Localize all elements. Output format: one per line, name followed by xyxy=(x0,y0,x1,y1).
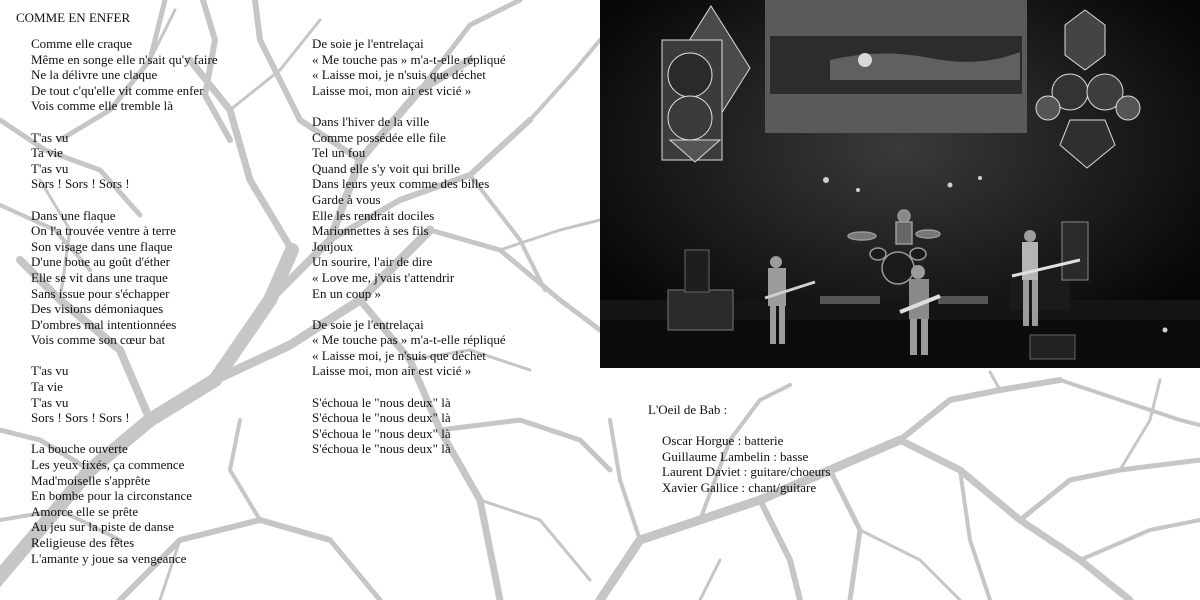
lyric-line: Dans leurs yeux comme des billes xyxy=(312,176,490,192)
lyric-line: Ta vie xyxy=(31,145,63,161)
lyric-line: On l'a trouvée ventre à terre xyxy=(31,223,176,239)
concert-photo xyxy=(600,0,1200,368)
lyric-line: Même en songe elle n'sait qu'y faire xyxy=(31,51,218,67)
lyrics-stanza xyxy=(312,36,506,98)
lyric-line: « Me touche pas » m'a-t-elle répliqué xyxy=(312,51,506,67)
lyric-line: Comme possédée elle file xyxy=(312,129,446,145)
lyric-line: « Laisse moi, je n'suis que déchet xyxy=(312,67,486,83)
lyric-line: T'as vu xyxy=(31,363,69,379)
lyric-line: Laisse moi, mon air est vicié » xyxy=(312,82,472,98)
lyric-line: Sors ! Sors ! Sors ! xyxy=(31,410,130,426)
lyric-line: Mad'moiselle s'apprête xyxy=(31,472,151,488)
lyric-line: Comme elle craque xyxy=(31,36,133,51)
lyric-line: Dans une flaque xyxy=(31,207,116,223)
lyric-line: Laisse moi, mon air est vicié » xyxy=(312,363,472,379)
band-member: Laurent Daviet : guitare/choeurs xyxy=(662,464,831,480)
concert-photo-illustration xyxy=(600,0,1200,368)
lyrics-stanza xyxy=(312,317,506,379)
band-member: Oscar Horgue : batterie xyxy=(662,433,784,448)
lyric-line: Ne la délivre une claque xyxy=(31,67,158,83)
lyric-line: De tout c'qu'elle vit comme enfer xyxy=(31,82,204,98)
lyric-line: Amorce elle se prête xyxy=(31,503,139,519)
projection-screen xyxy=(765,0,1027,133)
lyric-line: Religieuse des fêtes xyxy=(31,535,135,550)
lyric-line: D'une boue au goût d'éther xyxy=(31,254,170,270)
lyric-line: Des visions démoniaques xyxy=(31,301,164,317)
lyric-line: Dans l'hiver de la ville xyxy=(312,113,430,129)
lyric-line: T'as vu xyxy=(31,394,69,410)
lyrics-stanza xyxy=(31,130,218,192)
band-member: Guillaume Lambelin : basse xyxy=(662,448,809,464)
lyric-line: En un coup » xyxy=(312,285,381,301)
lyrics-right-column xyxy=(312,36,506,457)
lyrics-stanza xyxy=(31,36,218,114)
lyric-line: S'échoua le "nous deux" là xyxy=(312,410,451,426)
lyric-line: De soie je l'entrelaçai xyxy=(312,316,424,332)
lyrics-stanza xyxy=(31,441,218,566)
lyric-line: Garde à vous xyxy=(312,191,381,207)
band-name: L'Oeil de Bab : xyxy=(648,402,728,417)
lyric-line: Les yeux fixés, ça commence xyxy=(31,457,185,473)
lyric-line: « Me touche pas » m'a-t-elle répliqué xyxy=(312,332,506,348)
lyric-line: Ta vie xyxy=(31,379,63,395)
lyric-line: Au jeu sur la piste de danse xyxy=(31,519,174,535)
lyric-line: L'amante y joue sa vengeance xyxy=(31,550,187,566)
lyric-line: La bouche ouverte xyxy=(31,441,128,457)
lyric-line: Elle les rendrait dociles xyxy=(312,207,435,223)
lyrics-stanza xyxy=(312,114,506,301)
lyrics-left-column xyxy=(31,36,218,566)
band-member: Xavier Gallice : chant/guitare xyxy=(662,479,817,495)
lyric-line: « Love me, j'vais t'attendrir xyxy=(312,269,455,285)
lyric-line: Sors ! Sors ! Sors ! xyxy=(31,176,130,192)
lyric-line: Elle se vit dans une traque xyxy=(31,269,168,285)
song-title: COMME EN ENFER xyxy=(16,10,131,25)
lyric-line: T'as vu xyxy=(31,129,69,145)
lyric-line: « Laisse moi, je n'suis que déchet xyxy=(312,347,486,363)
lyrics-stanza xyxy=(31,363,218,425)
lyric-line: D'ombres mal intentionnées xyxy=(31,316,177,332)
lyric-line: S'échoua le "nous deux" là xyxy=(312,425,451,441)
lyric-line: Quand elle s'y voit qui brille xyxy=(312,160,460,176)
band-members-list xyxy=(662,433,831,495)
lyric-line: Sans issue pour s'échapper xyxy=(31,285,170,301)
lyric-line: T'as vu xyxy=(31,160,69,176)
lyrics-stanza xyxy=(312,395,506,457)
lyric-line: Son visage dans une flaque xyxy=(31,238,173,254)
lyric-line: Marionnettes à ses fils xyxy=(312,223,429,239)
lyric-line: Joujoux xyxy=(312,238,354,254)
lyric-line: De soie je l'entrelaçai xyxy=(312,36,424,51)
lyric-line: En bombe pour la circonstance xyxy=(31,488,192,504)
lyric-line: S'échoua le "nous deux" là xyxy=(312,394,451,410)
lyric-line: Tel un fou xyxy=(312,145,366,161)
lyric-line: S'échoua le "nous deux" là xyxy=(312,441,451,457)
lyric-line: Vois comme son cœur bat xyxy=(31,332,166,348)
lyric-line: Vois comme elle tremble là xyxy=(31,98,173,114)
lyrics-stanza xyxy=(31,208,218,348)
lyric-line: Un sourire, l'air de dire xyxy=(312,254,433,270)
